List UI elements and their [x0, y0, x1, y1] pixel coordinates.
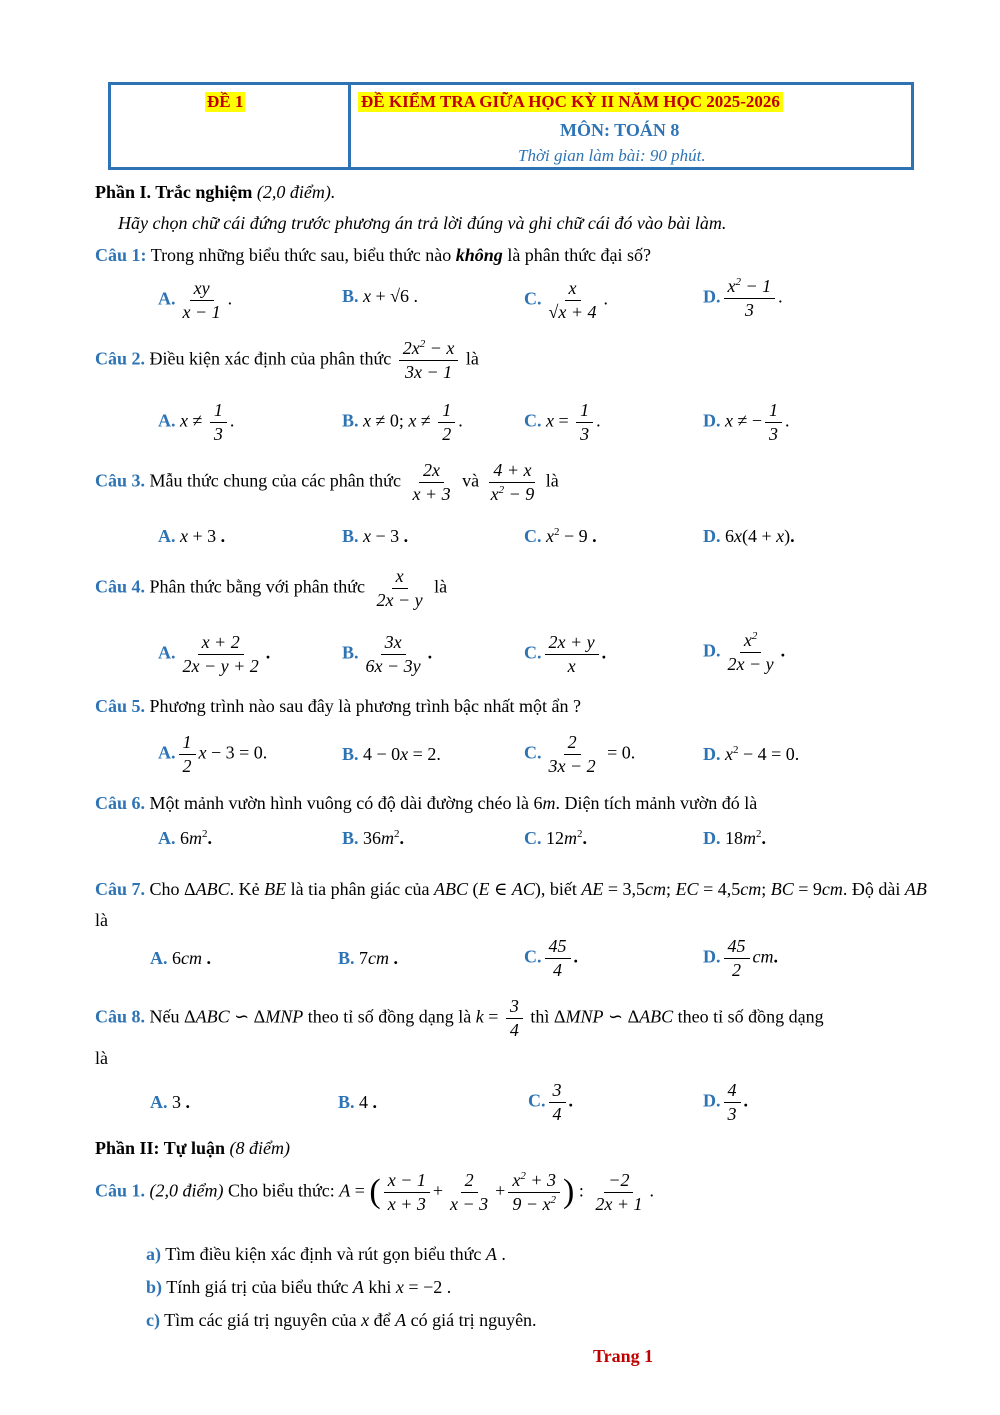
question-2: Câu 2. Điều kiện xác định của phân thức $\frac{2x^2 - x}{3x - 1}$ là — [95, 338, 479, 382]
q1-option-b[interactable]: B. x + √6 . — [342, 286, 419, 306]
question-6: Câu 6. Một mảnh vườn hình vuông có độ dài đường chéo là 6m. Diện tích mảnh vườn đó là — [95, 793, 758, 813]
q6-option-a[interactable]: A. $6m^2$. — [158, 828, 212, 848]
q8-option-a[interactable]: A. 3 . — [150, 1092, 190, 1112]
q8-option-c[interactable]: C. $\frac{3}{4}$ . — [528, 1080, 573, 1124]
question-3: Câu 3. Mẫu thức chung của các phân thức $\frac{2x}{x + 3}$ và $\frac{4 + x}{x^2 - 9}$ là — [95, 460, 559, 504]
exam-subject: MÔN: TOÁN 8 — [560, 120, 680, 140]
question-5: Câu 5. Phương trình nào sau đây là phương trình bậc nhất một ẩn ? — [95, 696, 581, 716]
q3-option-a[interactable]: A. x + 3 . — [158, 526, 226, 546]
q7-option-c[interactable]: C. $\frac{45}{4}$ . — [524, 936, 578, 980]
essay-1b: b) Tính giá trị của biểu thức A khi x = −2 . — [146, 1277, 452, 1297]
q5-option-d[interactable]: D. $x^2 - 4 = 0$. — [703, 744, 800, 764]
q5-option-a[interactable]: A. $\frac{1}{2}$ x − 3 = 0. — [158, 732, 268, 776]
essay-1c: c) Tìm các giá trị nguyên của x để A có giá trị nguyên. — [146, 1310, 537, 1330]
q5-option-b[interactable]: B. 4 − 0x = 2. — [342, 744, 441, 764]
question-4: Câu 4. Phân thức bằng với phân thức $\frac{x}{2x - y}$ là — [95, 566, 448, 610]
q8-option-d[interactable]: D. $\frac{4}{3}$ . — [703, 1080, 748, 1124]
essay-question-1: Câu 1. (2,0 điểm) Cho biểu thức: A = ( $\frac{x - 1}{x + 3}$ + $\frac{2}{x - 3}$ + $\frac{x^2 + 3}{9 - x^2}$ ) : $\frac{-2}{2x + 1}$ . — [95, 1170, 654, 1214]
q2-option-d[interactable]: D. x ≠ − $\frac{1}{3}$ . — [703, 400, 790, 444]
q4-option-b[interactable]: B. $\frac{3x}{6x - 3y}$ . — [342, 632, 433, 676]
q8-option-b[interactable]: B. 4 . — [338, 1092, 378, 1112]
q7-option-d[interactable]: D. $\frac{45}{2}$ cm. — [703, 936, 778, 980]
part1-heading: Phần I. Trắc nghiệm (2,0 điểm). — [95, 182, 336, 202]
q3-option-d[interactable]: D. 6x(4 + x). — [703, 526, 795, 546]
q6-option-b[interactable]: B. $36m^2$. — [342, 828, 405, 848]
q1-option-d[interactable]: D. $\frac{x^2 - 1}{3}$ . — [703, 276, 783, 320]
header-divider — [348, 85, 351, 167]
essay-1a: a) Tìm điều kiện xác định và rút gọn biểu thức A . — [146, 1244, 506, 1264]
exam-title: ĐỀ KIỂM TRA GIỮA HỌC KỲ II NĂM HỌC 2025-2026 — [358, 92, 783, 112]
q1-option-c[interactable]: C. $\frac{x}{√x + 4}$ . — [524, 278, 609, 322]
q1-option-a[interactable]: A. $\frac{xy}{x - 1}$ . — [158, 278, 233, 322]
q5-option-c[interactable]: C. $\frac{2}{3x - 2}$ = 0. — [524, 732, 636, 776]
q6-option-c[interactable]: C. $12m^2$. — [524, 828, 587, 848]
q7-option-b[interactable]: B. 7cm . — [338, 948, 399, 968]
q4-option-c[interactable]: C. $\frac{2x + y}{x}$ . — [524, 632, 607, 676]
question-8: Câu 8. Nếu ΔABC ∽ ΔMNP theo tỉ số đồng dạng là k = $\frac{3}{4}$ thì ΔMNP ∽ ΔABC theo tỉ số đồng dạng — [95, 996, 824, 1040]
exam-code: ĐỀ 1 — [207, 92, 244, 111]
q2-option-a[interactable]: A. x ≠ $\frac{1}{3}$ . — [158, 400, 235, 444]
part1-instruction: Hãy chọn chữ cái đứng trước phương án trả lời đúng và ghi chữ cái đó vào bài làm. — [118, 213, 727, 233]
q4-option-a[interactable]: A. $\frac{x + 2}{2x - y + 2}$ . — [158, 632, 271, 676]
q7-option-a[interactable]: A. 6cm . — [150, 948, 211, 968]
q8-continuation: là — [95, 1048, 108, 1068]
question-7: Câu 7. Cho ΔABC. Kẻ BE là tia phân giác của ABC (E ∈ AC), biết AE = 3,5cm; EC = 4,5cm; BC = 9cm. Độ dài AB là — [95, 879, 927, 930]
part2-heading: Phần II: Tự luận (8 điểm) — [95, 1138, 291, 1158]
q2-option-b[interactable]: B. x ≠ 0; x ≠ $\frac{1}{2}$ . — [342, 400, 463, 444]
q2-option-c[interactable]: C. x = $\frac{1}{3}$ . — [524, 400, 601, 444]
question-1: Câu 1: Trong những biểu thức sau, biểu thức nào không là phân thức đại số? — [95, 245, 652, 265]
q6-option-d[interactable]: D. $18m^2$. — [703, 828, 766, 848]
q3-option-b[interactable]: B. x − 3 . — [342, 526, 409, 546]
page-number: Trang 1 — [593, 1346, 654, 1366]
q3-option-c[interactable]: C. $x^2 - 9$ . — [524, 526, 597, 546]
exam-time: Thời gian làm bài: 90 phút. — [518, 146, 706, 165]
q4-option-d[interactable]: D. $\frac{x^2}{2x - y}$ . — [703, 630, 786, 674]
